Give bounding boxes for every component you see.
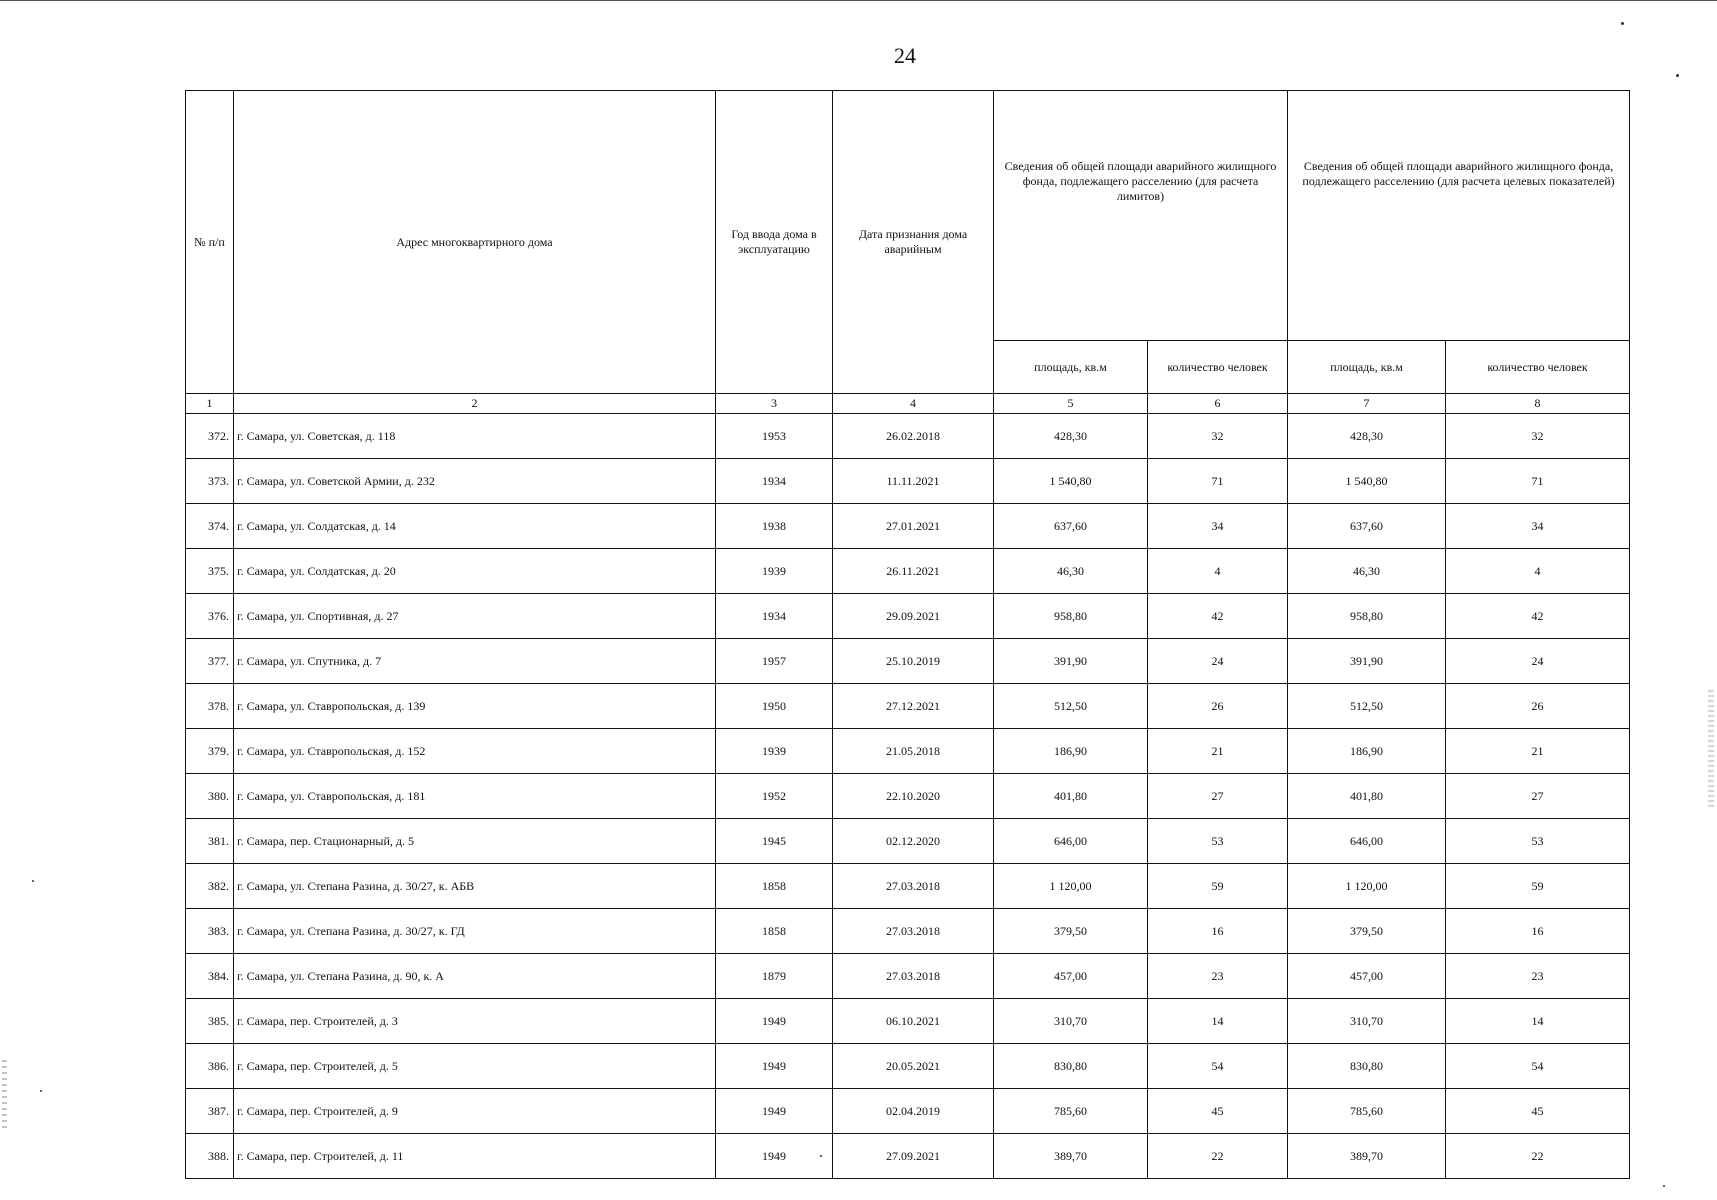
- row-date: 26.02.2018: [833, 414, 994, 459]
- row-number: 386.: [186, 1044, 234, 1089]
- row-address: г. Самара, ул. Солдатская, д. 14: [234, 504, 716, 549]
- header-group-targets: Сведения об общей площади аварийного жилищного фонда, подлежащего расселению (для расчета целевых показателей): [1288, 91, 1630, 341]
- row-date: 27.03.2018: [833, 909, 994, 954]
- header-no: № п/п: [186, 91, 234, 394]
- row-people-limits: 54: [1148, 1044, 1288, 1089]
- row-people-limits: 32: [1148, 414, 1288, 459]
- row-area-limits: 637,60: [994, 504, 1148, 549]
- row-people-limits: 27: [1148, 774, 1288, 819]
- row-date: 21.05.2018: [833, 729, 994, 774]
- row-address: г. Самара, ул. Советской Армии, д. 232: [234, 459, 716, 504]
- row-year: 1949: [716, 1134, 833, 1179]
- table-row: [186, 549, 1630, 594]
- row-area-limits: 391,90: [994, 639, 1148, 684]
- scan-speck: [1663, 1185, 1665, 1187]
- table-row: [186, 1044, 1630, 1089]
- row-people-limits: 45: [1148, 1089, 1288, 1134]
- row-year: 1934: [716, 459, 833, 504]
- row-address: г. Самара, ул. Степана Разина, д. 90, к. А: [234, 954, 716, 999]
- row-year: 1939: [716, 549, 833, 594]
- scan-speck: [820, 1155, 822, 1157]
- row-number: 375.: [186, 549, 234, 594]
- row-people-limits: 14: [1148, 999, 1288, 1044]
- column-number: 4: [833, 394, 994, 414]
- row-number: 383.: [186, 909, 234, 954]
- row-date: 27.09.2021: [833, 1134, 994, 1179]
- row-address: г. Самара, ул. Степана Разина, д. 30/27, к. АБВ: [234, 864, 716, 909]
- row-date: 27.12.2021: [833, 684, 994, 729]
- row-area-targets: 46,30: [1288, 549, 1446, 594]
- row-number: 376.: [186, 594, 234, 639]
- row-area-targets: 646,00: [1288, 819, 1446, 864]
- row-area-limits: 646,00: [994, 819, 1148, 864]
- table-row: [186, 459, 1630, 504]
- column-number: 5: [994, 394, 1148, 414]
- row-number: 377.: [186, 639, 234, 684]
- column-number: 6: [1148, 394, 1288, 414]
- column-number: 2: [234, 394, 716, 414]
- table-row: [186, 954, 1630, 999]
- row-address: г. Самара, ул. Ставропольская, д. 152: [234, 729, 716, 774]
- row-year: 1945: [716, 819, 833, 864]
- table-row: [186, 774, 1630, 819]
- row-number: 385.: [186, 999, 234, 1044]
- row-date: 02.04.2019: [833, 1089, 994, 1134]
- row-area-targets: 391,90: [1288, 639, 1446, 684]
- table-row: [186, 594, 1630, 639]
- row-people-targets: 24: [1446, 639, 1630, 684]
- table-body: [186, 414, 1630, 1179]
- row-date: 20.05.2021: [833, 1044, 994, 1089]
- row-number: 384.: [186, 954, 234, 999]
- header-area-targets: площадь, кв.м: [1288, 341, 1446, 394]
- row-people-limits: 24: [1148, 639, 1288, 684]
- row-number: 378.: [186, 684, 234, 729]
- row-area-targets: 428,30: [1288, 414, 1446, 459]
- row-date: 27.03.2018: [833, 954, 994, 999]
- row-address: г. Самара, ул. Ставропольская, д. 139: [234, 684, 716, 729]
- row-date: 06.10.2021: [833, 999, 994, 1044]
- row-date: 27.01.2021: [833, 504, 994, 549]
- row-number: 387.: [186, 1089, 234, 1134]
- row-people-targets: 42: [1446, 594, 1630, 639]
- row-address: г. Самара, ул. Степана Разина, д. 30/27, к. ГД: [234, 909, 716, 954]
- row-address: г. Самара, пер. Строителей, д. 5: [234, 1044, 716, 1089]
- scan-edge-noise: [1708, 690, 1714, 810]
- row-people-limits: 23: [1148, 954, 1288, 999]
- row-address: г. Самара, пер. Строителей, д. 3: [234, 999, 716, 1044]
- table-row: [186, 819, 1630, 864]
- row-people-limits: 26: [1148, 684, 1288, 729]
- row-year: 1938: [716, 504, 833, 549]
- row-year: 1957: [716, 639, 833, 684]
- table-row: [186, 999, 1630, 1044]
- row-people-targets: 27: [1446, 774, 1630, 819]
- row-year: 1858: [716, 864, 833, 909]
- row-people-targets: 16: [1446, 909, 1630, 954]
- row-area-targets: 958,80: [1288, 594, 1446, 639]
- row-year: 1858: [716, 909, 833, 954]
- row-number: 380.: [186, 774, 234, 819]
- top-scan-rule: [0, 0, 1717, 1]
- table-row: [186, 504, 1630, 549]
- header-area-limits: площадь, кв.м: [994, 341, 1148, 394]
- row-people-limits: 53: [1148, 819, 1288, 864]
- row-number: 382.: [186, 864, 234, 909]
- row-address: г. Самара, ул. Солдатская, д. 20: [234, 549, 716, 594]
- row-year: 1939: [716, 729, 833, 774]
- row-people-limits: 21: [1148, 729, 1288, 774]
- row-people-targets: 26: [1446, 684, 1630, 729]
- page-number: 24: [894, 43, 916, 68]
- row-area-limits: 785,60: [994, 1089, 1148, 1134]
- scan-speck: [1621, 22, 1624, 25]
- row-year: 1879: [716, 954, 833, 999]
- row-number: 388.: [186, 1134, 234, 1179]
- row-people-targets: 32: [1446, 414, 1630, 459]
- row-number: 381.: [186, 819, 234, 864]
- row-area-limits: 457,00: [994, 954, 1148, 999]
- row-people-targets: 23: [1446, 954, 1630, 999]
- column-numbers-row: [186, 394, 1630, 414]
- row-people-limits: 59: [1148, 864, 1288, 909]
- row-people-limits: 34: [1148, 504, 1288, 549]
- row-people-targets: 22: [1446, 1134, 1630, 1179]
- row-area-targets: 457,00: [1288, 954, 1446, 999]
- row-people-targets: 14: [1446, 999, 1630, 1044]
- row-area-targets: 512,50: [1288, 684, 1446, 729]
- row-address: г. Самара, ул. Советская, д. 118: [234, 414, 716, 459]
- row-people-targets: 45: [1446, 1089, 1630, 1134]
- row-year: 1952: [716, 774, 833, 819]
- column-number: 3: [716, 394, 833, 414]
- row-area-limits: 958,80: [994, 594, 1148, 639]
- row-address: г. Самара, ул. Ставропольская, д. 181: [234, 774, 716, 819]
- row-area-targets: 186,90: [1288, 729, 1446, 774]
- row-area-targets: 1 540,80: [1288, 459, 1446, 504]
- row-people-targets: 54: [1446, 1044, 1630, 1089]
- row-area-targets: 1 120,00: [1288, 864, 1446, 909]
- row-year: 1949: [716, 1044, 833, 1089]
- row-date: 02.12.2020: [833, 819, 994, 864]
- row-date: 29.09.2021: [833, 594, 994, 639]
- header-date: Дата признания дома аварийным: [833, 91, 994, 394]
- row-date: 25.10.2019: [833, 639, 994, 684]
- row-area-limits: 186,90: [994, 729, 1148, 774]
- row-area-limits: 830,80: [994, 1044, 1148, 1089]
- row-date: 22.10.2020: [833, 774, 994, 819]
- row-date: 27.03.2018: [833, 864, 994, 909]
- row-area-limits: 310,70: [994, 999, 1148, 1044]
- row-address: г. Самара, пер. Строителей, д. 9: [234, 1089, 716, 1134]
- column-number: 1: [186, 394, 234, 414]
- header-people-targets: количество человек: [1446, 341, 1630, 394]
- row-date: 11.11.2021: [833, 459, 994, 504]
- row-area-limits: 1 540,80: [994, 459, 1148, 504]
- header-year: Год ввода дома в эксплуатацию: [716, 91, 833, 394]
- header-address: Адрес многоквартирного дома: [234, 91, 716, 394]
- column-number: 8: [1446, 394, 1630, 414]
- scan-speck: [1676, 74, 1679, 77]
- row-year: 1949: [716, 1089, 833, 1134]
- header-people-limits: количество человек: [1148, 341, 1288, 394]
- scan-speck: [40, 1090, 42, 1092]
- row-area-limits: 428,30: [994, 414, 1148, 459]
- row-area-limits: 401,80: [994, 774, 1148, 819]
- row-people-targets: 4: [1446, 549, 1630, 594]
- row-area-targets: 830,80: [1288, 1044, 1446, 1089]
- row-area-limits: 46,30: [994, 549, 1148, 594]
- row-people-targets: 34: [1446, 504, 1630, 549]
- table-row: [186, 909, 1630, 954]
- row-year: 1949: [716, 999, 833, 1044]
- row-year: 1934: [716, 594, 833, 639]
- row-area-targets: 379,50: [1288, 909, 1446, 954]
- row-date: 26.11.2021: [833, 549, 994, 594]
- row-area-limits: 1 120,00: [994, 864, 1148, 909]
- header-group-limits: Сведения об общей площади аварийного жилищного фонда, подлежащего расселению (для расчета лимитов): [994, 91, 1288, 341]
- table-row: [186, 414, 1630, 459]
- row-number: 373.: [186, 459, 234, 504]
- row-area-targets: 401,80: [1288, 774, 1446, 819]
- row-people-limits: 22: [1148, 1134, 1288, 1179]
- row-people-targets: 59: [1446, 864, 1630, 909]
- scan-edge-noise: [2, 1060, 7, 1130]
- table-row: [186, 1134, 1630, 1179]
- row-address: г. Самара, ул. Спутника, д. 7: [234, 639, 716, 684]
- row-area-limits: 512,50: [994, 684, 1148, 729]
- row-year: 1953: [716, 414, 833, 459]
- table-row: [186, 729, 1630, 774]
- emergency-housing-table: [185, 90, 1630, 1179]
- row-area-targets: 389,70: [1288, 1134, 1446, 1179]
- row-number: 379.: [186, 729, 234, 774]
- row-area-limits: 389,70: [994, 1134, 1148, 1179]
- row-people-targets: 21: [1446, 729, 1630, 774]
- row-address: г. Самара, пер. Строителей, д. 11: [234, 1134, 716, 1179]
- column-number: 7: [1288, 394, 1446, 414]
- row-area-limits: 379,50: [994, 909, 1148, 954]
- row-number: 372.: [186, 414, 234, 459]
- table-row: [186, 639, 1630, 684]
- row-people-targets: 53: [1446, 819, 1630, 864]
- table-row: [186, 864, 1630, 909]
- row-people-limits: 71: [1148, 459, 1288, 504]
- table-row: [186, 684, 1630, 729]
- row-people-targets: 71: [1446, 459, 1630, 504]
- row-address: г. Самара, ул. Спортивная, д. 27: [234, 594, 716, 639]
- row-year: 1950: [716, 684, 833, 729]
- row-people-limits: 16: [1148, 909, 1288, 954]
- row-people-limits: 4: [1148, 549, 1288, 594]
- row-number: 374.: [186, 504, 234, 549]
- row-area-targets: 310,70: [1288, 999, 1446, 1044]
- row-address: г. Самара, пер. Стационарный, д. 5: [234, 819, 716, 864]
- row-area-targets: 637,60: [1288, 504, 1446, 549]
- scan-speck: [32, 880, 34, 882]
- table-row: [186, 1089, 1630, 1134]
- row-area-targets: 785,60: [1288, 1089, 1446, 1134]
- row-people-limits: 42: [1148, 594, 1288, 639]
